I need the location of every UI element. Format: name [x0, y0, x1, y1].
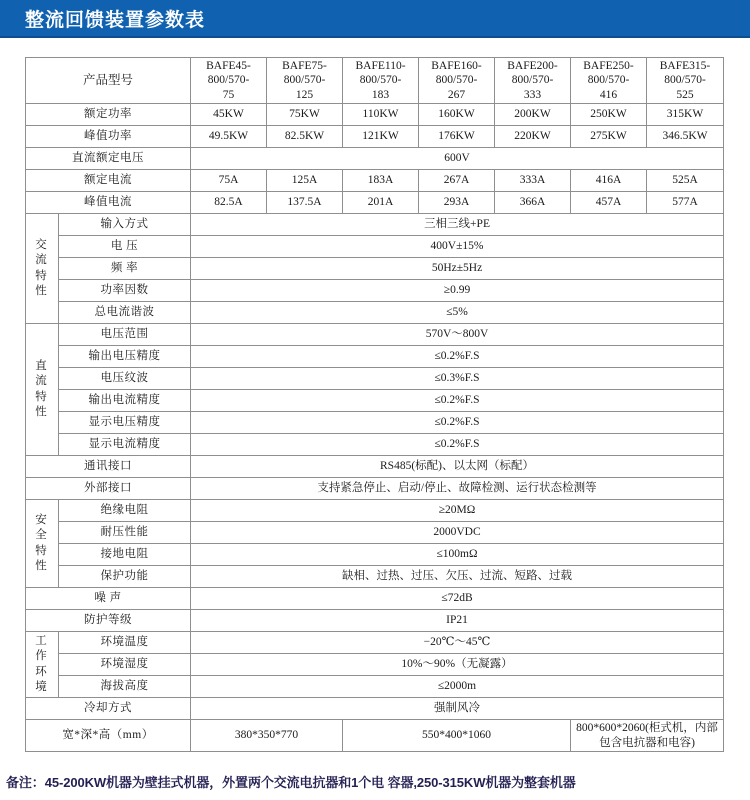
table-row-ambient-humidity	[26, 654, 724, 676]
row-label: 外部接口	[26, 478, 191, 500]
cell-value: 125A	[267, 170, 343, 192]
table-row-ambient-temperature	[26, 632, 724, 654]
cell-value: ≤100mΩ	[191, 544, 724, 566]
row-label: 功率因数	[59, 280, 191, 302]
row-label: 峰值功率	[26, 126, 191, 148]
cell-value: 200KW	[495, 104, 571, 126]
cell-value: ≤0.3%F.S	[191, 368, 724, 390]
model-line: BAFE315-	[659, 60, 711, 72]
model-cell-6	[571, 58, 647, 104]
cell-value: 160KW	[419, 104, 495, 126]
table-row-noise	[26, 588, 724, 610]
cell-value: 75KW	[267, 104, 343, 126]
model-cell-2	[267, 58, 343, 104]
cell-value: ≤5%	[191, 302, 724, 324]
table-row-peak-power	[26, 126, 724, 148]
cell-value: ≥20MΩ	[191, 500, 724, 522]
model-line: 333	[523, 88, 542, 101]
model-cell-3	[343, 58, 419, 104]
row-label: 防护等级	[26, 610, 191, 632]
row-label: 海拔高度	[59, 676, 191, 698]
cell-value: ≤0.2%F.S	[191, 412, 724, 434]
footer-note: 备注：45-200KW机器为壁挂式机器，外置两个交流电抗器和1个电 容器,250-315KW机器为整套机器	[6, 775, 576, 790]
model-cell-5	[495, 58, 571, 104]
row-label: 输出电压精度	[59, 346, 191, 368]
cell-value: 525A	[647, 170, 724, 192]
cell-value: 183A	[343, 170, 419, 192]
row-label: 电 压	[59, 236, 191, 258]
cell-value: ≤0.2%F.S	[191, 346, 724, 368]
model-line: 416	[599, 88, 618, 101]
table-row-external-interface	[26, 478, 724, 500]
header-bar	[0, 0, 750, 36]
cell-value: IP21	[191, 610, 724, 632]
table-row-ac-input-type	[26, 214, 724, 236]
spec-table	[25, 57, 724, 752]
model-line: 183	[371, 88, 390, 101]
table-row-power-factor	[26, 280, 724, 302]
table-row-display-voltage-accuracy	[26, 412, 724, 434]
cell-value: ≥0.99	[191, 280, 724, 302]
model-line: 800/570-	[435, 74, 478, 87]
cell-value: ≤2000m	[191, 676, 724, 698]
model-line: BAFE200-	[507, 60, 558, 72]
group-label-text: 工作环境	[35, 634, 49, 694]
cell-value: 315KW	[647, 104, 724, 126]
cell-value: 强制风冷	[191, 698, 724, 720]
row-label: 频 率	[59, 258, 191, 280]
row-label: 噪 声	[26, 588, 191, 610]
cell-value: 577A	[647, 192, 724, 214]
table-row-rated-current	[26, 170, 724, 192]
cell-value: 121KW	[343, 126, 419, 148]
cell-value: 82.5KW	[267, 126, 343, 148]
cell-value: 176KW	[419, 126, 495, 148]
table-row-withstand-voltage	[26, 522, 724, 544]
row-label: 保护功能	[59, 566, 191, 588]
model-line: 267	[447, 88, 466, 101]
cell-value: 380*350*770	[191, 720, 343, 752]
model-line: 800/570-	[511, 74, 554, 87]
cell-value: ≤0.2%F.S	[191, 390, 724, 412]
group-label-safety	[26, 500, 59, 588]
cell-value: 366A	[495, 192, 571, 214]
row-label: 总电流谐波	[59, 302, 191, 324]
cell-value: 275KW	[571, 126, 647, 148]
model-line: 800/570-	[359, 74, 402, 87]
model-line: 75	[222, 88, 235, 101]
model-line: 125	[295, 88, 314, 101]
group-label-ac	[26, 214, 59, 324]
table-row-peak-current	[26, 192, 724, 214]
row-label: 显示电压精度	[59, 412, 191, 434]
cell-value: 800*600*2060(柜式机，内部包含电抗器和电容)	[571, 720, 724, 752]
model-line: 800/570-	[207, 74, 250, 87]
row-label: 电压纹波	[59, 368, 191, 390]
table-row-protection-rating	[26, 610, 724, 632]
cell-value: 416A	[571, 170, 647, 192]
table-row-comm-interface	[26, 456, 724, 478]
row-label: 冷却方式	[26, 698, 191, 720]
model-line: BAFE160-	[431, 60, 482, 72]
table-row-altitude	[26, 676, 724, 698]
cell-value: 支持紧急停止、启动/停止、故障检测、运行状态检测等	[191, 478, 724, 500]
cell-value: 75A	[191, 170, 267, 192]
group-label-text: 直流特性	[35, 359, 49, 419]
table-row-voltage-ripple	[26, 368, 724, 390]
table-row-thd	[26, 302, 724, 324]
model-cell-1	[191, 58, 267, 104]
row-label: 直流额定电压	[26, 148, 191, 170]
table-row-protection-functions	[26, 566, 724, 588]
cell-value: 2000VDC	[191, 522, 724, 544]
table-row-ac-voltage	[26, 236, 724, 258]
cell-value: 550*400*1060	[343, 720, 571, 752]
row-label: 额定电流	[26, 170, 191, 192]
row-label: 显示电流精度	[59, 434, 191, 456]
cell-value: 110KW	[343, 104, 419, 126]
model-line: BAFE110-	[355, 60, 406, 72]
cell-value: −20℃～45℃	[191, 632, 724, 654]
row-label: 环境湿度	[59, 654, 191, 676]
cell-value: 82.5A	[191, 192, 267, 214]
group-label-text: 安全特性	[35, 513, 49, 573]
table-row-dc-voltage-range	[26, 324, 724, 346]
cell-value: 缺相、过热、过压、欠压、过流、短路、过载	[191, 566, 724, 588]
cell-value: 201A	[343, 192, 419, 214]
page-title: 整流回馈装置参数表	[25, 10, 206, 31]
row-label: 电压范围	[59, 324, 191, 346]
spec-table-wrap	[25, 57, 723, 752]
cell-value: 三相三线+PE	[191, 214, 724, 236]
row-label: 绝缘电阻	[59, 500, 191, 522]
table-row-ac-frequency	[26, 258, 724, 280]
row-label: 环境温度	[59, 632, 191, 654]
table-row-display-current-accuracy	[26, 434, 724, 456]
row-label: 额定功率	[26, 104, 191, 126]
cell-value: 49.5KW	[191, 126, 267, 148]
model-cell-4	[419, 58, 495, 104]
group-label-dc	[26, 324, 59, 456]
cell-value: 293A	[419, 192, 495, 214]
cell-value: 570V～800V	[191, 324, 724, 346]
row-label: 输入方式	[59, 214, 191, 236]
cell-value: 250KW	[571, 104, 647, 126]
table-row-cooling	[26, 698, 724, 720]
table-row-output-voltage-accuracy	[26, 346, 724, 368]
cell-value: ≤72dB	[191, 588, 724, 610]
cell-value: 10%～90%（无凝露）	[191, 654, 724, 676]
model-line: 800/570-	[283, 74, 326, 87]
cell-value: 600V	[191, 148, 724, 170]
model-row-label: 产品型号	[26, 58, 191, 104]
model-line: 525	[676, 88, 694, 101]
cell-value: 137.5A	[267, 192, 343, 214]
row-label: 耐压性能	[59, 522, 191, 544]
group-label-environment	[26, 632, 59, 698]
row-label: 宽*深*高（mm）	[26, 720, 191, 752]
table-row-ground-resistance	[26, 544, 724, 566]
table-row-insulation-resistance	[26, 500, 724, 522]
cell-value: 267A	[419, 170, 495, 192]
header-underline	[0, 36, 750, 38]
cell-value: 45KW	[191, 104, 267, 126]
model-line: BAFE75-	[282, 60, 327, 72]
table-row-output-current-accuracy	[26, 390, 724, 412]
group-label-text: 交流特性	[35, 238, 49, 298]
model-line: 800/570-	[587, 74, 630, 87]
cell-value: 457A	[571, 192, 647, 214]
cell-value: 400V±15%	[191, 236, 724, 258]
cell-value: ≤0.2%F.S	[191, 434, 724, 456]
table-row-dc-rated-voltage	[26, 148, 724, 170]
model-line: BAFE250-	[583, 60, 634, 72]
model-cell-7	[647, 58, 724, 104]
row-label: 峰值电流	[26, 192, 191, 214]
cell-value: 50Hz±5Hz	[191, 258, 724, 280]
row-label: 输出电流精度	[59, 390, 191, 412]
model-line: BAFE45-	[206, 60, 251, 72]
table-row-model	[26, 58, 724, 104]
cell-value: 346.5KW	[647, 126, 724, 148]
row-label: 通讯接口	[26, 456, 191, 478]
cell-value: RS485(标配)、以太网（标配）	[191, 456, 724, 478]
table-row-dimensions	[26, 720, 724, 752]
cell-value: 333A	[495, 170, 571, 192]
cell-value: 220KW	[495, 126, 571, 148]
row-label: 接地电阻	[59, 544, 191, 566]
table-row-rated-power	[26, 104, 724, 126]
model-line: 800/570-	[664, 74, 706, 87]
